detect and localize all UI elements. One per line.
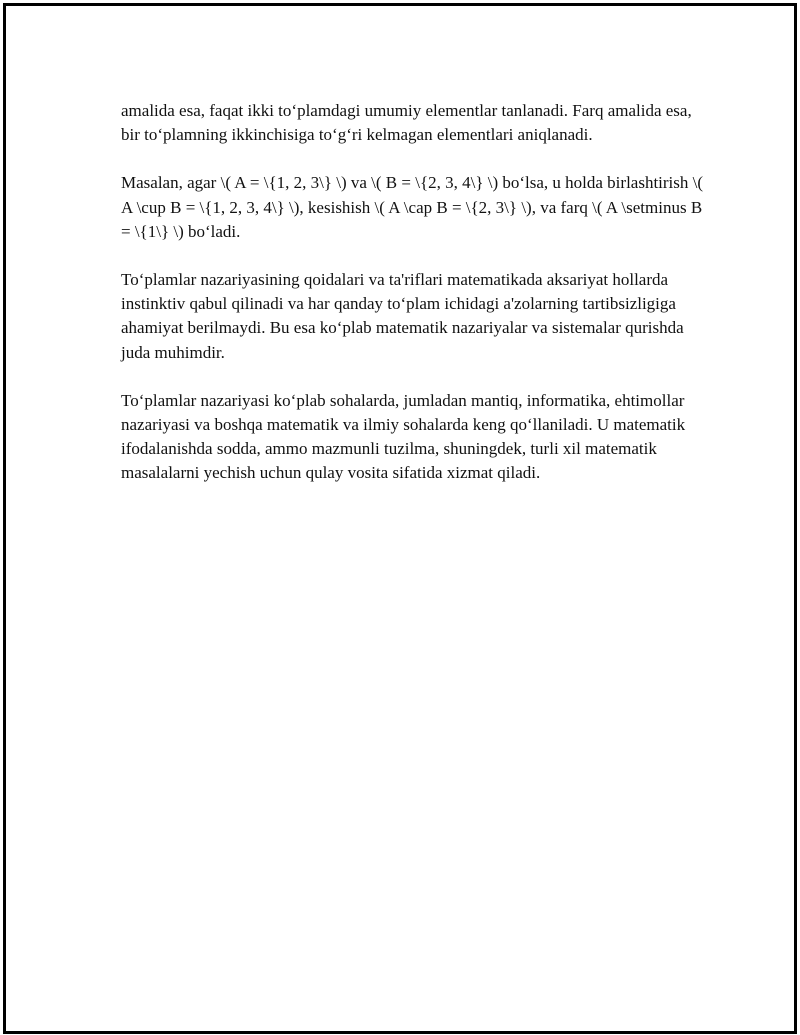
page-frame	[3, 3, 797, 1034]
paragraph-set-operations: amalida esa, faqat ikki to‘plamdagi umumiy elementlar tanlanadi. Farq amalida esa, bir to‘plamning ikkinchisiga to‘g‘ri kelmagan elementlari aniqlanadi.	[121, 101, 692, 145]
paragraph-example: Masalan, agar \( A = \{1, 2, 3\} \) va \( B = \{2, 3, 4\} \) bo‘lsa, u holda birlashtirish \( A \cup B = \{1, 2, 3, 4\} \), kesishish \( A \cap B = \{2, 3\} \), va farq \( A \setminus B = \{1\} \) bo‘ladi.	[121, 173, 704, 241]
paragraph-rules: To‘plamlar nazariyasining qoidalari va ta'riflari matematikada aksariyat hollarda instinktiv qabul qilinadi va har qanday to‘plam ichidagi a'zolarning tartibsizligiga ahamiyat berilmaydi. Bu esa ko‘plab matematik nazariyalar va sistemalar qurishda juda muhimdir.	[121, 270, 684, 362]
paragraph-applications: To‘plamlar nazariyasi ko‘plab sohalarda, jumladan mantiq, informatika, ehtimollar nazariyasi va boshqa matematik va ilmiy sohalarda keng qo‘llaniladi. U matematik ifodalanishda sodda, ammo mazmunli tuzilma, shuningdek, turli xil matematik masalalarni yechish uchun qulay vosita sifatida xizmat qiladi.	[121, 390, 686, 483]
page-body	[121, 99, 711, 510]
